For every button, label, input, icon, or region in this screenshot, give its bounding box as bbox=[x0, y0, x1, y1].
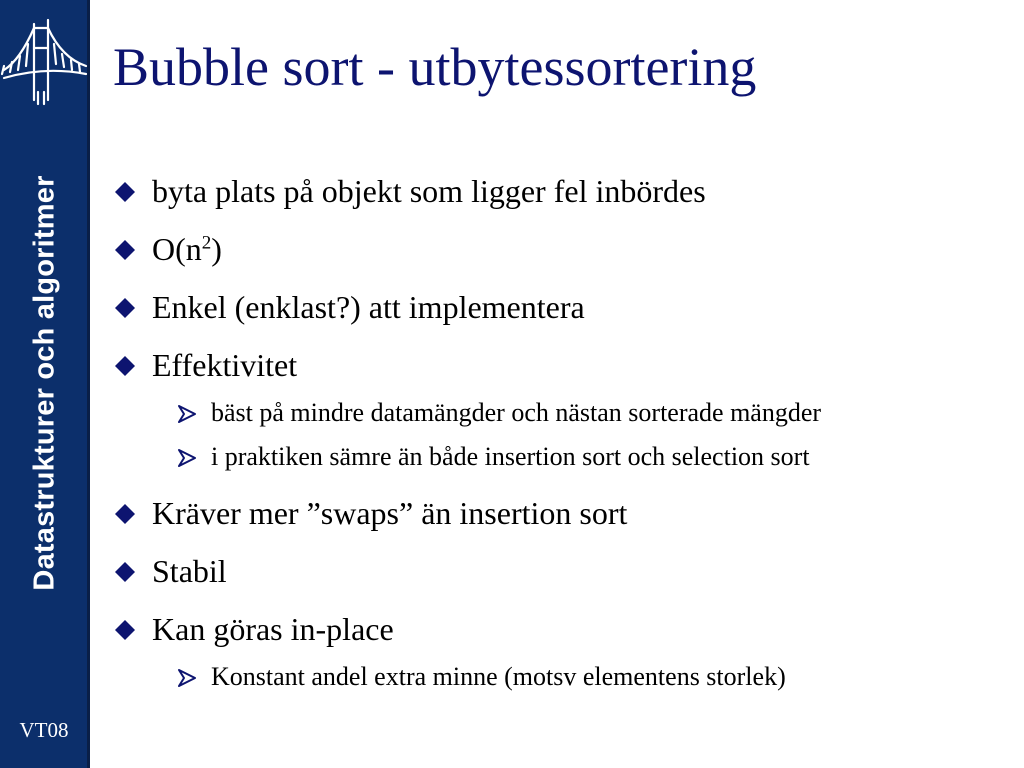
arrow-bullet-icon bbox=[176, 668, 198, 688]
bullet-item bbox=[110, 610, 1010, 648]
diamond-bullet-icon bbox=[114, 619, 136, 641]
term-label: VT08 bbox=[19, 718, 69, 742]
diamond-bullet-icon bbox=[114, 239, 136, 261]
bridge-icon bbox=[0, 0, 90, 112]
sidebar bbox=[0, 0, 90, 768]
diamond-bullet-icon bbox=[114, 503, 136, 525]
sub-bullet-text: i praktiken sämre än både insertion sort och selection sort bbox=[211, 442, 810, 471]
bullet-text: Kan göras in-place bbox=[152, 611, 394, 647]
sub-bullet-item bbox=[110, 438, 1010, 476]
diamond-bullet-icon bbox=[114, 561, 136, 583]
arrow-bullet-icon bbox=[176, 404, 198, 424]
bullet-item bbox=[110, 346, 1010, 384]
diamond-bullet-icon bbox=[114, 297, 136, 319]
sub-bullet-item bbox=[110, 394, 1010, 432]
bullet-text: O(n bbox=[152, 231, 202, 267]
sub-bullet-item bbox=[110, 658, 1010, 696]
slide-title: Bubble sort - utbytessortering bbox=[113, 37, 757, 97]
diamond-bullet-icon bbox=[114, 181, 136, 203]
bullet-text: byta plats på objekt som ligger fel inbördes bbox=[152, 173, 706, 209]
bullet-list bbox=[110, 172, 1010, 696]
sub-bullet-text: bäst på mindre datamängder och nästan sorterade mängder bbox=[211, 398, 822, 427]
bullet-text: Kräver mer ”swaps” än insertion sort bbox=[152, 495, 628, 531]
bullet-text: Enkel (enklast?) att implementera bbox=[152, 289, 585, 325]
sub-bullet-text: Konstant andel extra minne (motsv elementens storlek) bbox=[211, 662, 786, 691]
arrow-bullet-icon bbox=[176, 448, 198, 468]
diamond-bullet-icon bbox=[114, 355, 136, 377]
bullet-suffix: ) bbox=[211, 231, 222, 267]
bullet-item bbox=[110, 288, 1010, 326]
bullet-item bbox=[110, 494, 1010, 532]
bullet-text: Effektivitet bbox=[152, 347, 298, 383]
bullet-superscript: 2 bbox=[201, 232, 212, 254]
bullet-item bbox=[110, 552, 1010, 590]
bullet-item bbox=[110, 172, 1010, 210]
bullet-item bbox=[110, 230, 1010, 268]
bullet-text: Stabil bbox=[152, 553, 227, 589]
course-title: Datastrukturer och algoritmer bbox=[28, 175, 61, 591]
